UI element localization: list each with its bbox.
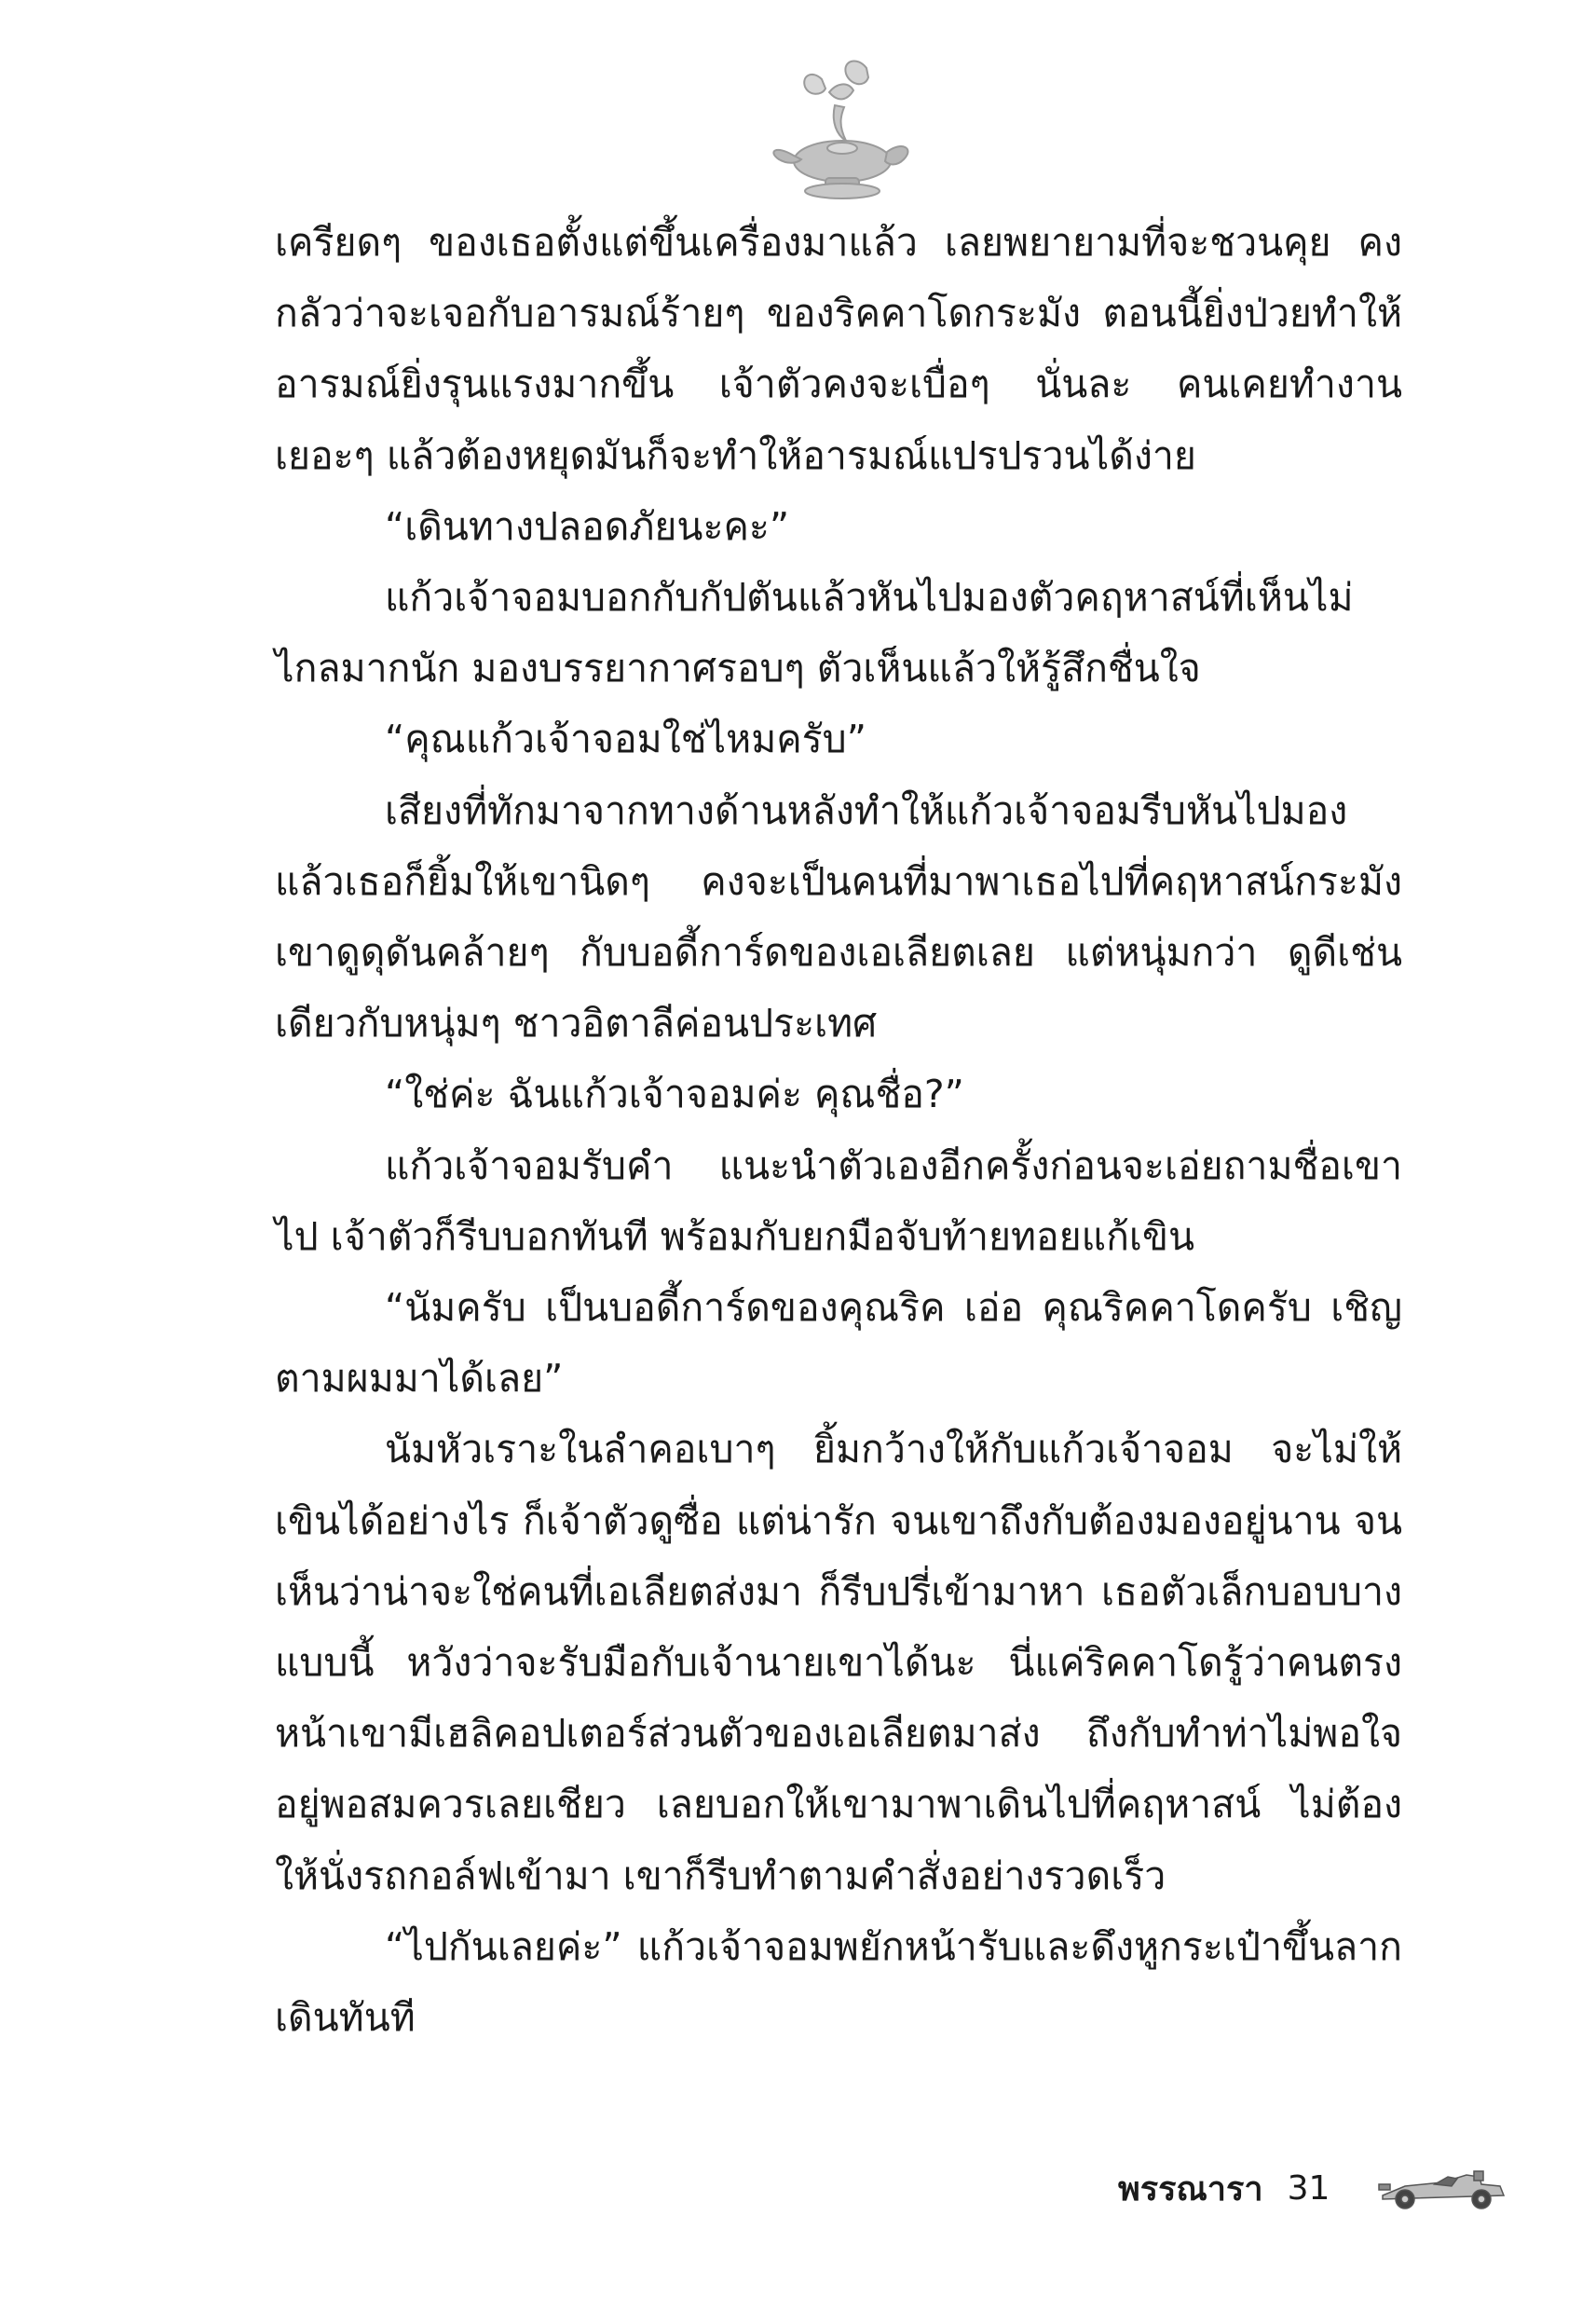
genie-lamp-icon — [757, 51, 924, 210]
paragraph: “นัมครับ เป็นบอดี้การ์ดของคุณริค เอ่อ คุณริคคาโดครับ เชิญตามผมมาได้เลย” — [275, 1285, 1402, 1402]
paragraph: แก้วเจ้าจอมรับคำ แนะนำตัวเองอีกครั้งก่อนจะเอ่ยถามชื่อเขาไป เจ้าตัวก็รีบบอกทันที พร้อมกับยกมือจับท้ายทอยแก้เขิน — [275, 1142, 1402, 1259]
paragraph: “เดินทางปลอดภัยนะคะ” — [385, 503, 790, 549]
body-text — [275, 207, 1402, 2053]
page-number: 31 — [1287, 2168, 1330, 2208]
paragraph: เครียดๆ ของเธอตั้งแต่ขึ้นเครื่องมาแล้ว เลยพยายามที่จะชวนคุย คงกลัวว่าจะเจอกับอารมณ์ร้ายๆ ของริคคาโดกระมัง ตอนนี้ยิ่งป่วยทำให้อารมณ์ยิ่งรุนแรงมากขึ้น เจ้าตัวคงจะเบื่อๆ นั่นละ คนเคยทำงานเยอะๆ แล้วต้องหยุดมันก็จะทำให้อารมณ์แปรปรวนได้ง่าย — [275, 220, 1402, 478]
paragraph: นัมหัวเราะในลำคอเบาๆ ยิ้มกว้างให้กับแก้วเจ้าจอม จะไม่ให้เขินได้อย่างไร ก็เจ้าตัวดูซื่อ แต่น่ารัก จนเขาถึงกับต้องมองอยู่นาน จนเห็นว่าน่าจะใช่คนที่เอเลียตส่งมา ก็รีบปรี่เข้ามาหา เธอตัวเล็กบอบบางแบบนี้ หวังว่าจะรับมือกับเจ้านายเขาได้นะ นี่แค่ริคคาโดรู้ว่าคนตรงหน้าเขามีเฮลิคอปเตอร์ส่วนตัวของเอเลียตมาส่ง ถึงกับทำท่าไม่พอใจอยู่พอสมควรเลยเชียว เลยบอกให้เขามาพาเดินไปที่คฤหาสน์ ไม่ต้องให้นั่งรถกอล์ฟเข้ามา เขาก็รีบทำตามคำสั่งอย่างรวดเร็ว — [275, 1427, 1402, 1898]
paragraph: “คุณแก้วเจ้าจอมใช่ไหมครับ” — [385, 717, 866, 762]
paragraph: เสียงที่ทักมาจากทางด้านหลังทำให้แก้วเจ้าจอมรีบหันไปมองแล้วเธอก็ยิ้มให้เขานิดๆ คงจะเป็นคนที่มาพาเธอไปที่คฤหาสน์กระมัง เขาดูดุดันคล้ายๆ กับบอดี้การ์ดของเอเลียตเลย แต่หนุ่มกว่า ดูดีเช่นเดียวกับหนุ่มๆ ชาวอิตาลีค่อนประเทศ — [275, 787, 1402, 1046]
page-footer — [1118, 2160, 1509, 2216]
paragraph: “ใช่ค่ะ ฉันแก้วเจ้าจอมค่ะ คุณชื่อ?” — [385, 1072, 964, 1117]
paragraph: แก้วเจ้าจอมบอกกับกัปตันแล้วหันไปมองตัวคฤหาสน์ที่เห็นไม่ไกลมากนัก มองบรรยากาศรอบๆ ตัวเห็นแล้วให้รู้สึกชื่นใจ — [275, 575, 1354, 691]
footer-author: พรรณารา — [1118, 2169, 1263, 2208]
paragraph: “ไปกันเลยค่ะ” แก้วเจ้าจอมพยักหน้ารับและดึงหูกระเป๋าขึ้นลากเดินทันที — [275, 1923, 1402, 2041]
race-car-icon — [1377, 2164, 1507, 2212]
